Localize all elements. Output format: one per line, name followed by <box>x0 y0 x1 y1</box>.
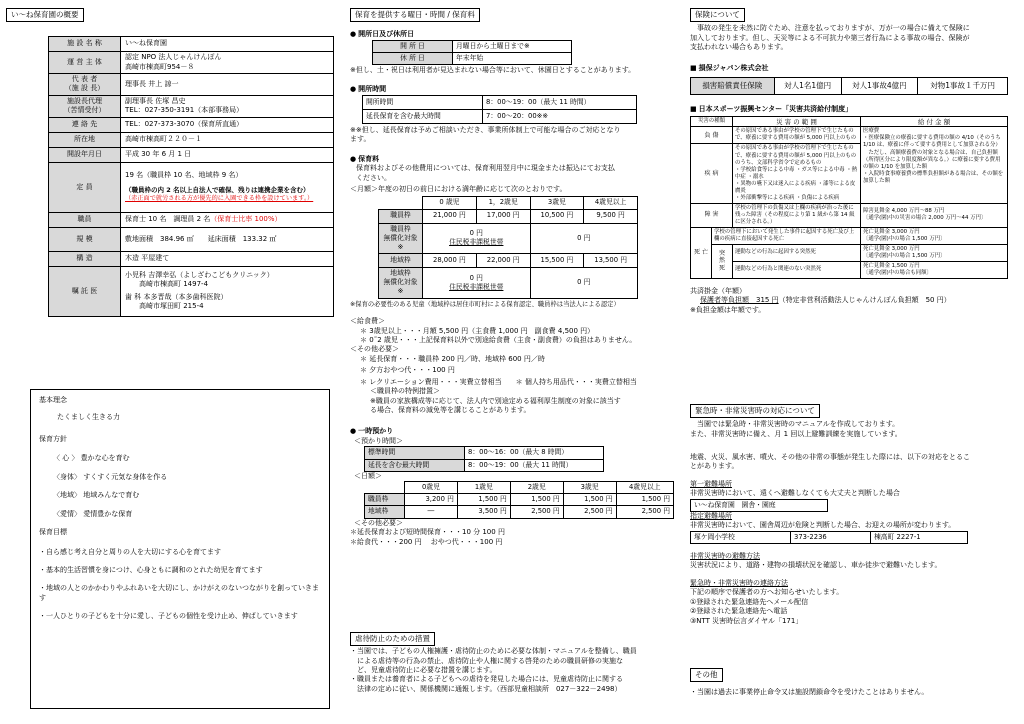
table-row <box>691 77 1008 94</box>
sonota-text: る場合、保育料の減免等を講じることがあります。 <box>370 406 531 415</box>
table-value: 高崎市棟高町２２０－１ <box>121 132 334 147</box>
ichiji-title: ● 一時預かり <box>350 427 675 436</box>
column-header: 給 付 金 額 <box>861 117 1008 127</box>
insurance-heading: 保険について <box>690 8 745 22</box>
hours-section <box>350 8 675 547</box>
table-cell: 22,000 円 <box>476 254 530 268</box>
insurance-text: 事故の発生を未然に防ぐため、注意を払っておりますが、万が一の場合に備えて保険に <box>690 24 970 33</box>
insurance-text: 加入しております。但し、天災等による不可抗力や第三者行為による事故の場合、保険が <box>690 33 970 42</box>
hoshin-item: 〈地域〉 地域みんなで育む <box>53 491 140 500</box>
fees-text: ください。 <box>356 173 391 182</box>
staff-ratio: （保育士比率 100%） <box>210 215 282 224</box>
table-cell: 住民税非課税世帯 <box>449 238 504 247</box>
emergency-text: とがあります。 <box>690 462 739 471</box>
asterisk: ＊ <box>360 326 370 335</box>
fees-title: ● 保育料 <box>350 155 675 164</box>
table-value: 7：00～20：00※※ <box>483 109 637 123</box>
table-value: 月曜日から土曜日まで※ <box>453 40 572 52</box>
table-row <box>373 40 572 52</box>
kyufu-text: ただし、高額療養費の対象となる場合は、自己負担額（所得区分により限度額が異なる。）に療養に要する費用の額の 1/10 を加算した額 <box>863 149 1001 170</box>
shitei-table <box>690 531 968 544</box>
table-label: 嘱 託 医 <box>49 266 121 316</box>
table-value: 理事長 井上 諒一 <box>121 74 334 96</box>
hoshin-item: 〈愛情〉 愛情豊かな保育 <box>53 509 133 518</box>
table-row <box>691 117 1008 127</box>
kakekin-note: ※負担金額は年額です。 <box>690 305 766 314</box>
open-note: ※但し、土・祝日は利用者が見込まれない場合等において、休園日とすることがあります。 <box>350 65 636 74</box>
table-row <box>691 531 968 543</box>
table-label: 職員 <box>49 212 121 227</box>
table-row <box>49 117 334 132</box>
table-cell: 0 円 <box>469 273 483 282</box>
table-value: 8：00～16：00（最大 8 時間） <box>465 447 604 459</box>
sonota-text: ※職員の家族構成等に応じて、法人内で別途定める福利厚生制度の対象に該当す <box>370 396 621 405</box>
jsc-title: ■ 日本スポーツ振興センター「災害共済給付制度」 <box>690 105 1018 114</box>
sonota-text: ＜職員枠の特例措置＞ <box>370 387 440 396</box>
table-cell: 28,000 円 <box>423 254 477 268</box>
scale-text: 敷地面積 384.96 ㎡ 延床面積 133.32 ㎡ <box>121 227 334 251</box>
table-label: （施 設 長） <box>64 84 105 93</box>
row-header: 地域枠 <box>379 254 423 268</box>
table-value: い～ね保育園 <box>121 37 334 52</box>
table-row <box>365 482 674 494</box>
table-row <box>365 506 674 518</box>
table-label: 延長保育を含む最大時間 <box>363 109 483 123</box>
column-header: 1歳児 <box>457 482 510 494</box>
table-value: 8：00～19：00（最大 11 時間） <box>483 95 637 109</box>
shitei-text: 非常災害時において、園舎周辺が危険と判断した場合、お迎えの場所が変わります。 <box>690 521 956 530</box>
table-row <box>49 37 334 52</box>
hours-heading: 保育を提供する曜日・時間 / 保育料 <box>350 8 480 22</box>
monthly-title: ＜月額＞年度の初日の前日における満年齢に応じて次のとおりです。 <box>350 184 567 193</box>
table-label: 運 営 主 体 <box>49 52 121 74</box>
row-header: 職員枠 <box>390 224 411 233</box>
table-row <box>691 203 1008 227</box>
table-cell: 対人1事故4億円 <box>841 77 918 94</box>
other-section <box>690 668 1018 698</box>
emergency-text: 地震、火災、風水害、噴火、その他の非常の事態が発生した際には、以下の対応をとるこ <box>690 453 970 461</box>
table-cell: 2,500 円 <box>563 506 616 518</box>
table-cell: ― <box>405 506 458 518</box>
row-header: 疾 病 <box>691 144 733 203</box>
emergency-heading: 緊急時・非常災害時の対応について <box>690 404 820 418</box>
overview-section <box>6 8 336 317</box>
emergency-text <box>690 439 1018 453</box>
table-cell: 棟高町 2227-1 <box>871 531 968 543</box>
fee-note: ※保育の必要性のある児童（地域枠は居住市町村による保育認定、職員枠は当法人による認定） <box>350 300 620 308</box>
open-table <box>372 40 572 65</box>
table-value: 高崎市棟高町954－８ <box>125 62 195 71</box>
table-row <box>49 147 334 162</box>
table-row <box>49 212 334 227</box>
mokuhyo-title: 保育目標 <box>39 528 67 537</box>
shitei-title: 指定避難場所 <box>690 511 732 520</box>
hinan1-text: 非常災害時において、遠くへ避難しなくても大丈夫と判断した場合 <box>690 489 900 498</box>
table-cell: 3,200 円 <box>405 494 458 506</box>
table-label: 構 造 <box>49 251 121 266</box>
kyufu-text: 障害見舞金 4,000 万円～88 万円 <box>863 208 945 215</box>
hoshin-item: 〈身体〉 すくすく元気な身体を作る <box>53 472 168 481</box>
limits-table <box>690 77 1008 95</box>
philosophy-box <box>30 389 330 709</box>
insurance-section <box>690 8 1018 315</box>
doctor-line: 歯 科 本多晋哉（本多歯科医院） <box>125 292 228 301</box>
renraku-item: ③NTT 災害時伝言ダイヤル「171」 <box>690 616 803 625</box>
time-table <box>362 95 637 124</box>
row-header: 障 害 <box>691 203 733 227</box>
table-cell: 2,500 円 <box>510 506 563 518</box>
kihon-text: たくましく生きる力 <box>57 413 120 422</box>
table-label: 延長を含む最大時間 <box>365 459 465 471</box>
emergency-text: また、非常災害時に備え、月 1 回以上避難訓練を実施しています。 <box>690 429 902 438</box>
table-row <box>379 197 638 209</box>
sonota-text: 夕方おやつ代・・・100 円 <box>369 366 455 375</box>
column-header: 0歳児 <box>405 482 458 494</box>
other-text: ・当園は過去に事業停止命令又は施設閉鎖命令を受けたことはありません。 <box>690 688 929 697</box>
renraku-title: 緊急時・非常災害時の連絡方法 <box>690 578 788 587</box>
open-title: ● 開所日及び休所日 <box>350 30 675 39</box>
abuse-heading: 虐待防止のための措置 <box>350 632 435 646</box>
table-label: 施設長代理 <box>67 96 102 105</box>
kyufu-text: 〔通学(園)中の場合も同額〕 <box>863 269 932 276</box>
abuse-text: ・職員または養育者による子どもへの虐待を発見した場合には、児童虐待防止に関する <box>350 675 623 684</box>
ichiji-time-table <box>364 446 604 471</box>
table-label: 所在地 <box>49 132 121 147</box>
table-row <box>691 499 828 511</box>
abuse-text: ど、児童虐待防止に必要な措置を講じます。 <box>350 666 497 674</box>
renraku-item: ①登録された緊急連絡先へメール配信 <box>690 597 809 606</box>
column-header: 3歳児 <box>530 197 584 209</box>
table-value: 認定 NPO 法人じゃんけんぽん <box>125 53 222 62</box>
range-text: その原因である事由が学校の管理下で生じたもので、療養に要する費用の額が 5,000 円以上のもののうち、文部科学省令で定めるもの <box>735 145 857 166</box>
table-cell: 0 円 <box>530 268 638 299</box>
sonota-text: 個人持ち用品代・・・実費立替相当 <box>524 377 637 386</box>
table-cell: 対物1事故１千万円 <box>918 77 1008 94</box>
table-row <box>49 95 334 117</box>
asterisk: ＊ <box>360 366 370 375</box>
doctor-line: 高崎市棟高町 1497-4 <box>125 280 209 289</box>
table-row <box>49 266 334 316</box>
hoshin-item: 〈 心 〉 豊かな心を育む <box>53 454 130 463</box>
asterisk: ＊ <box>360 354 370 363</box>
row-header: ※ <box>397 287 404 296</box>
row-header: 地域枠 <box>390 269 411 278</box>
range-text: 学校の管理下の負傷又は上欄の疾病が治った後に残った障害（その程度により第 1 級から第 14 級に区分される。） <box>733 203 861 227</box>
table-label: 開 所 日 <box>373 40 453 52</box>
kyufu-text: 死亡見舞金 1,500 万円 <box>863 262 920 269</box>
azukari-title: ＜預かり時間＞ <box>354 436 403 445</box>
row-header: 突 <box>718 249 725 257</box>
column-header: 災 害 の 範 囲 <box>733 117 861 127</box>
column-header: 3歳児 <box>563 482 616 494</box>
emergency-section <box>690 404 1018 626</box>
renraku-text: 下記の順序で保護者の方へお知らせいたします。 <box>690 588 844 597</box>
abuse-text: による虐待等の行為の禁止、虐待防止や人権に関する啓発のための職員研修の実施な <box>350 656 623 665</box>
table-row <box>363 95 637 109</box>
column-header: 1，2歳児 <box>476 197 530 209</box>
kyufu-text: 〔通学(園)中の場合 1,500 万円〕 <box>863 235 946 242</box>
kyufu-text: 〔通学(園)中の場合 1,500 万円〕 <box>863 252 946 259</box>
insurance-company: ■ 損保ジャパン株式会社 <box>690 64 1018 73</box>
range-text: その原因である事由が学校の管理下で生じたもので、療養に要する費用の額が 5,000 円以上のもの <box>733 127 861 144</box>
table-cell: 2,500 円 <box>616 506 674 518</box>
table-row <box>365 447 604 459</box>
doctor-line: 高崎市塚田町 215-4 <box>125 302 204 311</box>
table-cell: 1,500 円 <box>457 494 510 506</box>
table-cell: 3,500 円 <box>457 506 510 518</box>
table-cell: い～ね保育園 園舎・園庭 <box>691 499 828 511</box>
table-label: （苦情受付） <box>63 106 106 115</box>
table-label: 標準時間 <box>365 447 465 459</box>
table-label: 開設年月日 <box>49 147 121 162</box>
table-label: 規 模 <box>49 227 121 251</box>
table-cell: 1,500 円 <box>563 494 616 506</box>
table-cell: 15,500 円 <box>530 254 584 268</box>
table-value: TEL：027-350-3191（本部事務局） <box>125 106 244 115</box>
table-row <box>363 109 637 123</box>
keiro-title: 非常災害時の避難方法 <box>690 551 760 560</box>
table-row <box>373 52 572 64</box>
kyufu-text: 〔通学(園)中の災害の場合 2,000 万円～44 万円〕 <box>863 215 987 222</box>
renraku-item: ②登録された緊急連絡先へ電話 <box>690 607 788 616</box>
table-cell: 9,500 円 <box>584 209 638 223</box>
table-row <box>379 268 638 299</box>
sonota-title: ＜その他必要＞ <box>350 345 399 354</box>
asterisk: ＊ <box>501 377 525 386</box>
kyufu-text: ・医療保険立の療養に要する費用の額の 4/10（そのうち 1/10 は、療養に伴って要する費用として加算される分） <box>863 135 1001 149</box>
abuse-section <box>350 632 678 694</box>
capacity-red-note: （赤正面で就労される方が優先的に入園できる枠を設けています。） <box>125 195 314 203</box>
doctor-line: 小児科 吉澤幸弘（よしざわこどもクリニック） <box>125 270 274 279</box>
emergency-text: 当園では緊急時・非常災害時のマニュアルを作成しております。 <box>690 420 900 429</box>
table-label: 開所時間 <box>363 95 483 109</box>
row-header: 死 亡 <box>691 227 712 278</box>
kakekin-title: 共済掛金（年額） <box>690 286 746 295</box>
table-label: 代 表 者 <box>71 75 98 83</box>
row-header: 死 <box>718 265 725 273</box>
table-cell: 1,500 円 <box>616 494 674 506</box>
table-row <box>379 209 638 223</box>
table-cell: 塚ケ岡小学校 <box>691 531 791 543</box>
table-cell: 0 円 <box>530 223 638 254</box>
table-label: 休 所 日 <box>373 52 453 64</box>
table-row <box>691 261 1008 278</box>
row-header: 地域枠 <box>365 506 405 518</box>
kyushoku-text: 0˜2 歳児・・・上記保育料以外で別途給食費（主食・副食費）の負担はありません。 <box>369 335 637 344</box>
table-cell: 0 円 <box>469 229 483 238</box>
table-row <box>691 244 1008 261</box>
column-header: 0 歳児 <box>423 197 477 209</box>
abuse-text: 法律の定めに従い、関係機関に通報します。（西部児童相談所 027－322－2498） <box>350 684 622 693</box>
column-header: 災害の種類 <box>691 117 733 127</box>
table-row <box>379 223 638 254</box>
capacity-text: 19 名（職員枠 10 名、地域枠 9 名） <box>125 170 243 179</box>
range-text: 学校の管理下において発生した事件に起因する死亡及び上欄の疾病に直接起因する死亡 <box>712 227 861 244</box>
row-header: ※ <box>397 242 404 251</box>
table-label: 連 絡 先 <box>49 117 121 132</box>
abuse-text: ・当園では、子どもの人権擁護・虐待防止のために必要な体制・マニュアルを整備し、職員 <box>350 647 637 656</box>
column-header: 2歳児 <box>510 482 563 494</box>
insurance-text: 支払われない場合もあります。 <box>690 43 788 51</box>
kyufu-text: 死亡見舞金 3,000 万円 <box>863 245 920 252</box>
sonota-text: レクリエーション費用・・・実費立替相当 <box>369 377 502 386</box>
table-value: 年末年始 <box>453 52 572 64</box>
mokuhyo-item: ・一人ひとりの子どもを十分に愛し、子どもの個性を受け止め、伸ばしていきます <box>39 612 298 621</box>
table-cell: 21,000 円 <box>423 209 477 223</box>
table-label: 定 員 <box>49 162 121 212</box>
range-text: 運動などの行為に起因する突然死 <box>733 244 861 261</box>
column-header: 4歳児以上 <box>616 482 674 494</box>
table-row <box>365 494 674 506</box>
row-header: 職員枠 <box>365 494 405 506</box>
capacity-note: （職員枠の内 2 名以上自法人で確保、残りは連携企業を含む） <box>125 186 310 195</box>
range-text: ・外部衝撃等による疾病 ・負傷による疾病 <box>735 194 840 201</box>
table-cell: 373-2236 <box>791 531 871 543</box>
row-header: 無償化対象 <box>383 278 418 287</box>
table-row <box>365 459 604 471</box>
structure-text: 木造 平屋建て <box>121 251 334 266</box>
ichiji-sonota-title: ＜その他必要＞ <box>354 518 403 527</box>
table-row <box>49 132 334 147</box>
hinan1-table <box>690 499 828 512</box>
ichiji-sonota-text: ＊給食代・・・200 円 おやつ代・・・100 円 <box>350 537 503 546</box>
table-value: 平成 30 年 6 月 1 日 <box>121 147 334 162</box>
other-heading: その他 <box>690 668 723 682</box>
table-cell: 損害賠償責任保険 <box>691 77 775 94</box>
overview-heading: い～ね保育園の概要 <box>6 8 84 22</box>
table-row <box>691 127 1008 144</box>
table-row <box>49 251 334 266</box>
kyufu-text: 死亡見舞金 3,000 万円 <box>863 228 920 235</box>
time-note: ます。 <box>350 135 371 144</box>
table-cell: 1,500 円 <box>510 494 563 506</box>
mokuhyo-item: ・基本的生活習慣を身につけ、心身ともに調和のとれた幼児を育てます <box>39 565 263 574</box>
mokuhyo-item: ・自ら感じ考え自分と周りの人を大切にする心を育てます <box>39 547 221 556</box>
time-title: ● 開所時間 <box>350 85 675 94</box>
table-row <box>49 74 334 96</box>
table-value: 8：00～19：00（最大 11 時間） <box>465 459 604 471</box>
table-row <box>49 227 334 251</box>
overview-table <box>48 36 334 317</box>
hinan1-title: 第一避難場所 <box>690 479 732 488</box>
kyufu-text: ・入院時食事療養費の標準負担額がある場合は、その額を加算した額 <box>863 170 1004 184</box>
kihon-title: 基本理念 <box>39 396 67 404</box>
table-label: 施 設 名 称 <box>49 37 121 52</box>
hoshin-title: 保育方針 <box>39 434 67 443</box>
table-row <box>49 162 334 212</box>
range-text: 運動などの行為と関連のない突然死 <box>733 261 861 278</box>
kyushoku-text: 3歳児以上・・・月額 5,500 円（主食費 1,000 円 副食費 4,500 円） <box>369 326 595 335</box>
kyushoku-title: ＜給食費＞ <box>350 317 385 326</box>
table-cell: 住民税非課税世帯 <box>449 282 504 291</box>
table-row <box>379 254 638 268</box>
keiro-text: 災害状況により、道路・建物の損壊状況を確認し、車か徒歩で避難いたします。 <box>690 561 942 570</box>
row-header: 負 傷 <box>691 127 733 144</box>
asterisk: ＊ <box>360 377 370 386</box>
table-cell: 10,500 円 <box>530 209 584 223</box>
nichigaku-title: ＜日額＞ <box>354 471 382 480</box>
time-note: ※※但し、延長保育は予めご相談いただき、事業所体制上で可能な場合のご対応となり <box>350 125 621 134</box>
table-cell: 対人1名1億円 <box>774 77 841 94</box>
range-text: ・異物の嚥下又は迷入による疾病 ・漆等による皮膚炎 <box>735 180 856 194</box>
table-value: TEL：027-373-3070（保育所直通） <box>121 117 334 132</box>
table-row <box>691 227 1008 244</box>
jsc-table <box>690 116 1008 278</box>
table-row <box>49 52 334 74</box>
fees-text: 保育料およびその他費用については、保育利用翌月中に現金または振込にてお支払 <box>356 164 615 173</box>
table-cell: 13,500 円 <box>584 254 638 268</box>
row-header: 無償化対象 <box>383 233 418 242</box>
sonota-text: 延長保育・・・職員枠 200 円／時、地域枠 600 円／時 <box>369 354 545 363</box>
column-header: 4歳児以上 <box>584 197 638 209</box>
table-value: 副理事長 佐塚 昌史 <box>125 96 186 105</box>
table-cell: 17,000 円 <box>476 209 530 223</box>
kyufu-text: 医療費 <box>863 128 880 135</box>
range-text: ・学校給食等による中毒 ・ガス等による中毒 ・熱中症 ・溺水 <box>735 166 858 180</box>
fee-table <box>378 196 638 298</box>
asterisk: ＊ <box>360 335 370 344</box>
row-header: 職員枠 <box>379 209 423 223</box>
kakekin-text: 保護者等負担額 315 円 <box>700 296 779 305</box>
ichiji-sonota-text: ＊延長保育および短時間保育・・・10 分 100 円 <box>350 528 505 537</box>
ichiji-fee-table <box>364 481 674 519</box>
row-header: 然 <box>718 257 725 265</box>
kakekin-text: （特定非営利活動法人じゃんけんぽん負担額 50 円） <box>778 296 951 305</box>
staff-text: 保育士 10 名 調理員 2 名 <box>125 215 211 224</box>
mokuhyo-item: ・地域の人とのかかわりやふれあいを大切にし、かけがえのないつながりを創っていきます <box>39 584 319 602</box>
